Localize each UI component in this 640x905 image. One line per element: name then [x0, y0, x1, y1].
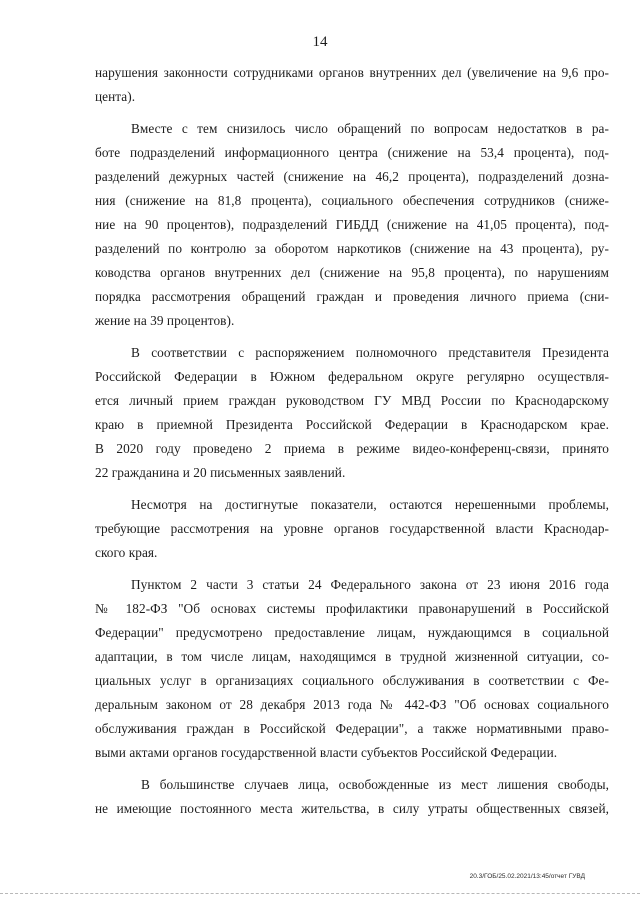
text-line: деральным законом от 28 декабря 2013 года № 442-ФЗ "Об основах социального — [95, 697, 609, 712]
text-line: ния (снижение на 81,8 процента), социального обеспечения сотрудников (сниже- — [95, 193, 609, 208]
text-line: порядка рассмотрения обращений граждан и проведения личного приема (сни- — [95, 289, 609, 304]
paragraph-gap — [95, 565, 609, 573]
text-line: жение на 39 процентов). — [95, 313, 235, 328]
paragraph — [95, 341, 609, 485]
text-line: В большинстве случаев лица, освобожденные из мест лишения свободы, — [141, 777, 609, 792]
text-line: Пунктом 2 части 3 статьи 24 Федерального закона от 23 июня 2016 года — [131, 577, 609, 592]
paragraph — [95, 61, 609, 109]
text-line: адаптации, в том числе лицам, находящимся в трудной жизненной ситуации, со- — [95, 649, 609, 664]
text-line: В соответствии с распоряжением полномочного представителя Президента — [131, 345, 609, 360]
paragraph-gap — [95, 485, 609, 493]
text-line: 22 гражданина и 20 письменных заявлений. — [95, 465, 346, 480]
text-line: обслуживания граждан в Российской Федерации", а также нормативными право- — [95, 721, 609, 736]
text-line: требующие рассмотрения на уровне органов государственной власти Краснодар- — [95, 521, 609, 536]
text-line: Российской Федерации в Южном федеральном округе регулярно осуществля- — [95, 369, 609, 384]
footer-stamp: 20.3/ГОБ/25.02.2021/13:45/отчет ГУВД — [469, 873, 585, 880]
text-line: ского края. — [95, 545, 158, 560]
paragraph — [95, 117, 609, 333]
text-line: цента). — [95, 89, 136, 104]
text-line: В 2020 году проведено 2 приема в режиме видео-конференц-связи, принято — [95, 441, 609, 456]
footer-divider — [0, 893, 640, 894]
paragraph-gap — [95, 109, 609, 117]
text-line: ководства органов внутренних дел (снижение на 95,8 процента), по нарушениям — [95, 265, 609, 280]
text-line: нарушения законности сотрудниками органов внутренних дел (увеличение на 9,6 про- — [95, 65, 609, 80]
paragraph-gap — [95, 333, 609, 341]
text-line: Вместе с тем снизилось число обращений по вопросам недостатков в ра- — [131, 121, 609, 136]
text-line: боте подразделений информационного центра (снижение на 53,4 процента), под- — [95, 145, 609, 160]
page-number: 14 — [312, 34, 328, 50]
paragraph-gap — [95, 765, 609, 773]
text-line: выми актами органов государственной власти субъектов Российской Федерации. — [95, 745, 558, 760]
text-line: циальных услуг в организациях социального обслуживания в соответствии с Фе- — [95, 673, 609, 688]
text-line: ние на 90 процентов), подразделений ГИБДД (снижение на 41,05 процента), под- — [95, 217, 609, 232]
paragraph — [95, 573, 609, 765]
text-line: Федерации" предусмотрено предоставление лицам, нуждающимся в социальной — [95, 625, 609, 640]
paragraph — [95, 493, 609, 565]
paragraph — [95, 773, 609, 821]
text-line: разделений дежурных частей (снижение на 46,2 процента), подразделений дозна- — [95, 169, 609, 184]
text-line: не имеющие постоянного места жительства, в силу утраты общественных связей, — [95, 801, 609, 816]
document-body — [95, 61, 609, 821]
text-line: Несмотря на достигнутые показатели, остаются нерешенными проблемы, — [131, 497, 609, 512]
text-line: № 182-ФЗ "Об основах системы профилактики правонарушений в Российской — [95, 601, 609, 616]
text-line: краю в приемной Президента Российской Федерации в Краснодарском крае. — [95, 417, 609, 432]
text-line: ется личный прием граждан руководством ГУ МВД России по Краснодарскому — [95, 393, 609, 408]
text-line: разделений по контролю за оборотом наркотиков (снижение на 43 процента), ру- — [95, 241, 609, 256]
